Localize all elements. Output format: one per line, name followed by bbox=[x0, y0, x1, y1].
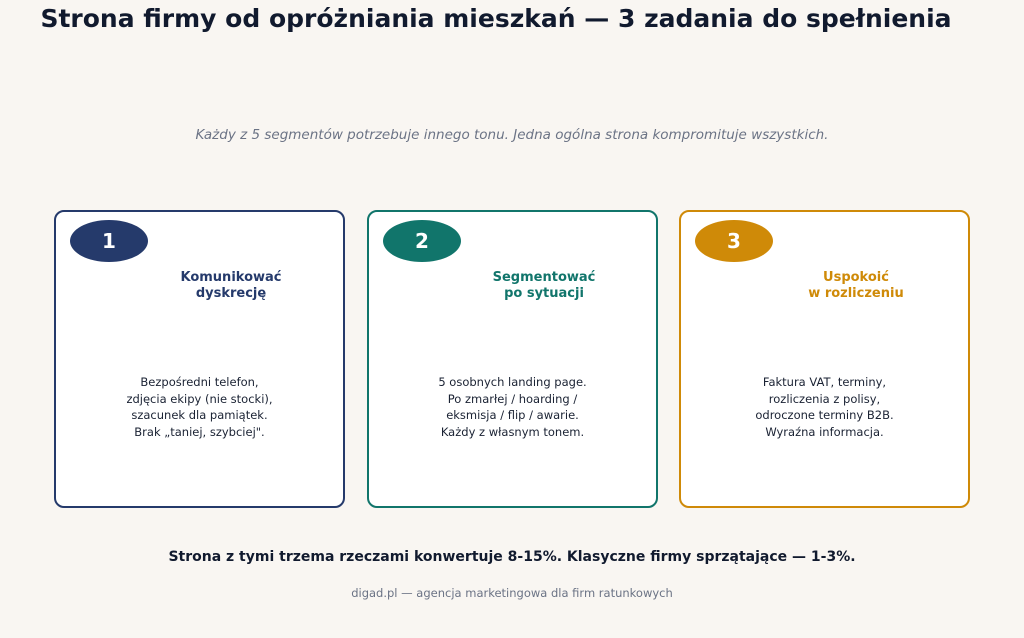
card-body-line: Faktura VAT, terminy, bbox=[762, 375, 887, 389]
card-heading-1 bbox=[171, 270, 291, 302]
task-card-1 bbox=[54, 210, 345, 508]
card-heading-line: Uspokoić bbox=[823, 270, 889, 285]
footer-credit: digad.pl — agencja marketingowa dla firm ratunkowych bbox=[351, 586, 673, 600]
card-heading-line: po sytuacji bbox=[504, 286, 584, 301]
card-body-line: eksmisja / flip / awarie. bbox=[446, 408, 579, 422]
conversion-summary: Strona z tymi trzema rzeczami konwertuje 8-15%. Klasyczne firmy sprzątające — 1-3%. bbox=[168, 549, 856, 565]
card-body-2 bbox=[369, 374, 656, 440]
number-badge-2: 2 bbox=[383, 220, 461, 262]
card-heading-line: dyskrecję bbox=[195, 286, 267, 301]
number-badge-1: 1 bbox=[70, 220, 148, 262]
card-body-line: zdjęcia ekipy (nie stocki), bbox=[126, 391, 273, 406]
card-body-line: Brak „taniej, szybciej". bbox=[134, 424, 265, 439]
page-subtitle: Każdy z 5 segmentów potrzebuje innego tonu. Jedna ogólna strona kompromituje wszystkich. bbox=[195, 127, 829, 143]
card-heading-line: Komunikować bbox=[180, 270, 282, 285]
card-body-line: Po zmarłej / hoarding / bbox=[447, 391, 578, 406]
number-badge-3: 3 bbox=[695, 220, 773, 262]
card-body-line: Wyraźna informacja. bbox=[765, 424, 884, 439]
card-body-3 bbox=[681, 374, 968, 440]
card-body-line: Każdy z własnym tonem. bbox=[440, 424, 585, 439]
card-heading-line: w rozliczeniu bbox=[808, 286, 904, 301]
task-card-3 bbox=[679, 210, 970, 508]
page-title: Strona firmy od opróżniania mieszkań — 3 zadania do spełnienia bbox=[40, 4, 952, 33]
card-body-line: odroczone terminy B2B. bbox=[755, 408, 894, 422]
card-body-line: 5 osobnych landing page. bbox=[438, 375, 587, 389]
card-body-1 bbox=[56, 374, 343, 440]
card-heading-line: Segmentować bbox=[492, 270, 596, 285]
card-body-line: szacunek dla pamiątek. bbox=[131, 408, 268, 422]
card-body-line: Bezpośredni telefon, bbox=[140, 375, 259, 389]
card-heading-3 bbox=[796, 270, 916, 302]
task-card-2 bbox=[367, 210, 658, 508]
card-body-line: rozliczenia z polisy, bbox=[768, 391, 881, 406]
card-heading-2 bbox=[484, 270, 604, 302]
